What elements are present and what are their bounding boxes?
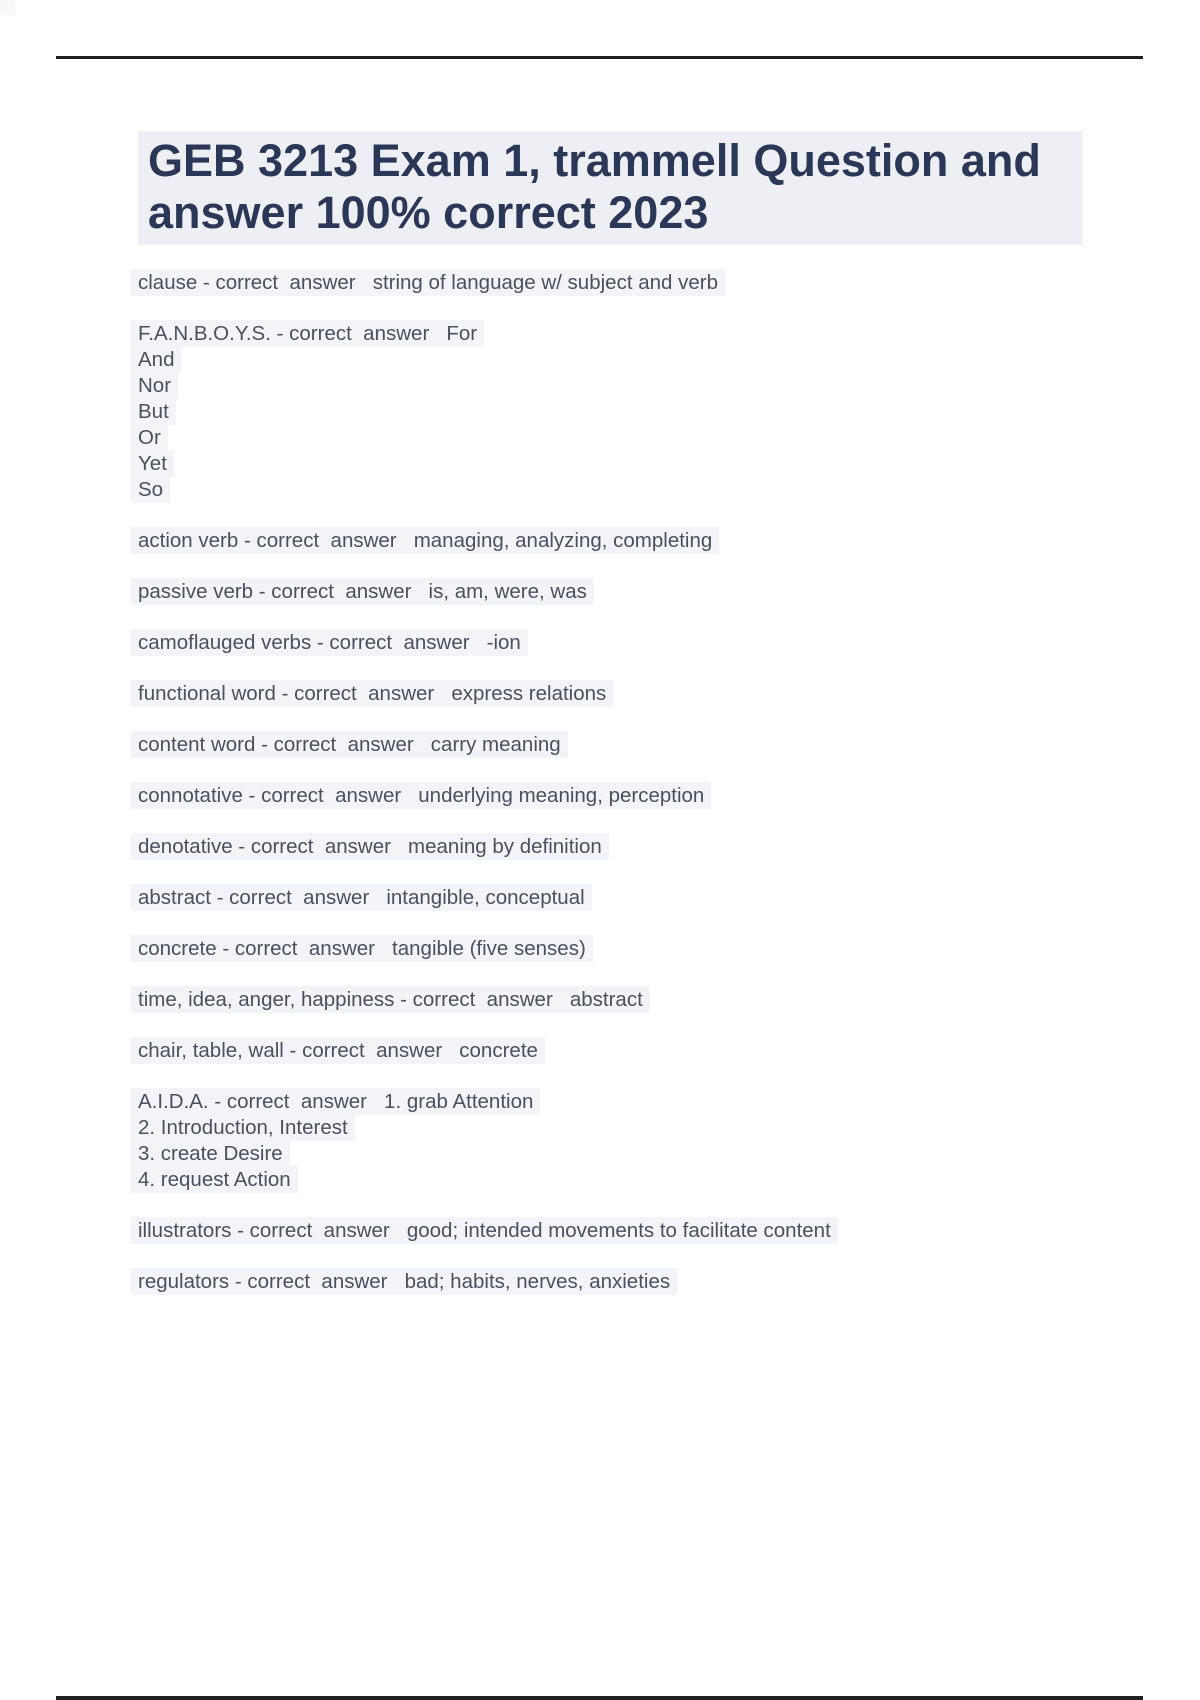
qa-line bbox=[138, 885, 1118, 911]
qa-line bbox=[138, 1115, 1118, 1141]
qa-line bbox=[138, 528, 1118, 554]
qa-line-text: illustrators - correct answer good; intended movements to facilitate content bbox=[131, 1217, 838, 1244]
qa-line bbox=[138, 425, 1118, 451]
qa-line-text: passive verb - correct answer is, am, were, was bbox=[131, 578, 594, 605]
qa-item bbox=[138, 1038, 1118, 1064]
qa-list bbox=[138, 270, 1118, 1295]
qa-item bbox=[138, 681, 1118, 707]
qa-line-text: camoflauged verbs - correct answer -ion bbox=[131, 629, 528, 656]
qa-line bbox=[138, 1269, 1118, 1295]
qa-line-text: abstract - correct answer intangible, conceptual bbox=[131, 884, 592, 911]
qa-item bbox=[138, 1089, 1118, 1193]
qa-line-text: A.I.D.A. - correct answer 1. grab Attention bbox=[131, 1088, 540, 1115]
qa-item bbox=[138, 321, 1118, 503]
qa-item bbox=[138, 732, 1118, 758]
qa-line-text: concrete - correct answer tangible (five senses) bbox=[131, 935, 593, 962]
qa-line-text: Yet bbox=[131, 450, 174, 477]
qa-line-text: time, idea, anger, happiness - correct answer abstract bbox=[131, 986, 650, 1013]
qa-line bbox=[138, 373, 1118, 399]
top-rule bbox=[56, 56, 1143, 59]
qa-line bbox=[138, 321, 1118, 347]
document-content bbox=[138, 131, 1118, 1320]
qa-line bbox=[138, 681, 1118, 707]
qa-line-text: content word - correct answer carry meaning bbox=[131, 731, 568, 758]
qa-item bbox=[138, 834, 1118, 860]
qa-line bbox=[138, 347, 1118, 373]
qa-item bbox=[138, 1218, 1118, 1244]
qa-line-text: Nor bbox=[131, 372, 178, 399]
qa-line bbox=[138, 783, 1118, 809]
qa-line-text: 4. request Action bbox=[131, 1166, 298, 1193]
qa-line-text: 2. Introduction, Interest bbox=[131, 1114, 355, 1141]
qa-line-text: denotative - correct answer meaning by definition bbox=[131, 833, 609, 860]
qa-line-text: chair, table, wall - correct answer concrete bbox=[131, 1037, 545, 1064]
page-title: GEB 3213 Exam 1, trammell Question and answer 100% correct 2023 bbox=[138, 131, 1083, 245]
qa-line bbox=[138, 270, 1118, 296]
bottom-rule bbox=[56, 1696, 1143, 1700]
qa-item bbox=[138, 936, 1118, 962]
qa-line-text: But bbox=[131, 398, 176, 425]
qa-line-text: functional word - correct answer express relations bbox=[131, 680, 613, 707]
qa-line bbox=[138, 834, 1118, 860]
qa-line bbox=[138, 732, 1118, 758]
qa-item bbox=[138, 885, 1118, 911]
qa-line bbox=[138, 1089, 1118, 1115]
qa-item bbox=[138, 987, 1118, 1013]
qa-item bbox=[138, 579, 1118, 605]
qa-item bbox=[138, 270, 1118, 296]
qa-line-text: action verb - correct answer managing, analyzing, completing bbox=[131, 527, 719, 554]
qa-item bbox=[138, 1269, 1118, 1295]
qa-line-text: And bbox=[131, 346, 181, 373]
qa-line bbox=[138, 1141, 1118, 1167]
qa-line-text: F.A.N.B.O.Y.S. - correct answer For bbox=[131, 320, 484, 347]
qa-line bbox=[138, 477, 1118, 503]
qa-line bbox=[138, 451, 1118, 477]
qa-line bbox=[138, 399, 1118, 425]
qa-line-text: 3. create Desire bbox=[131, 1140, 290, 1167]
qa-item bbox=[138, 630, 1118, 656]
qa-line bbox=[138, 579, 1118, 605]
qa-line-text: clause - correct answer string of language w/ subject and verb bbox=[131, 269, 725, 296]
qa-line bbox=[138, 1218, 1118, 1244]
qa-line bbox=[138, 630, 1118, 656]
qa-line-text: regulators - correct answer bad; habits, nerves, anxieties bbox=[131, 1268, 677, 1295]
page-corner-artifact bbox=[0, 0, 15, 15]
qa-line bbox=[138, 987, 1118, 1013]
qa-line-text: So bbox=[131, 476, 170, 503]
qa-line-text: Or bbox=[131, 424, 168, 451]
qa-line bbox=[138, 1167, 1118, 1193]
qa-item bbox=[138, 783, 1118, 809]
qa-line bbox=[138, 936, 1118, 962]
qa-item bbox=[138, 528, 1118, 554]
qa-line bbox=[138, 1038, 1118, 1064]
qa-line-text: connotative - correct answer underlying meaning, perception bbox=[131, 782, 711, 809]
